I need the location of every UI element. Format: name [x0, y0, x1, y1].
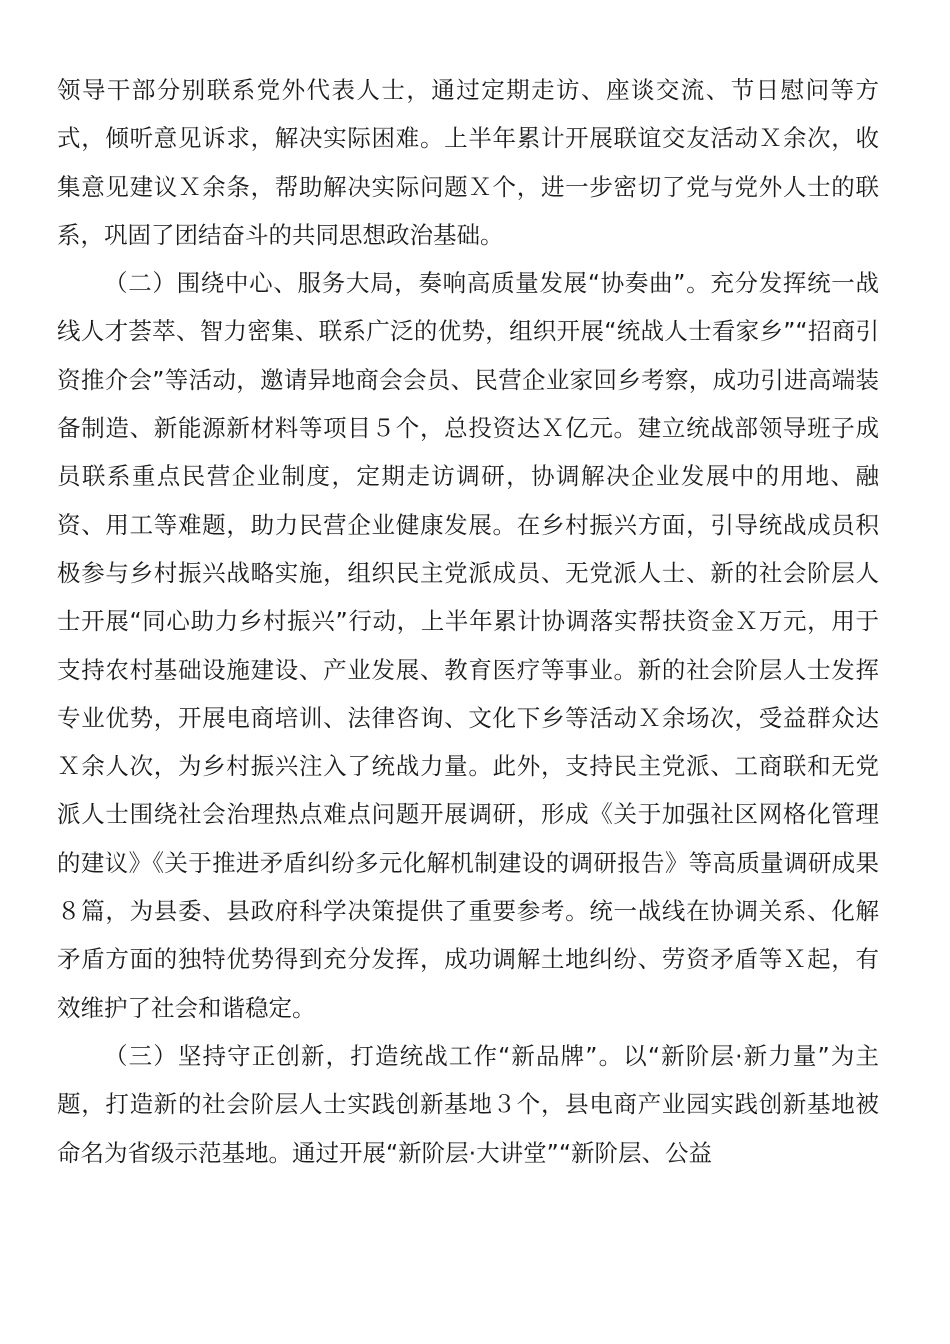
- paragraph-section-three: （三）坚持守正创新，打造统战工作“新品牌”。以“新阶层·新力量”为主题，打造新的社会阶层人士实践创新基地３个，县电商产业园实践创新基地被命名为省级示范基地。通过开展“新阶层·大讲堂”“新阶层、公益: [57, 1041, 879, 1167]
- document-body: [57, 66, 879, 1177]
- paragraph-section-two: （二）围绕中心、服务大局，奏响高质量发展“协奏曲”。充分发挥统一战线人才荟萃、智力密集、联系广泛的优势，组织开展“统战人士看家乡”“招商引资推介会”等活动，邀请异地商会会员、民营企业家回乡考察，成功引进高端装备制造、新能源新材料等项目５个，总投资达Ｘ亿元。建立统战部领导班子成员联系重点民营企业制度，定期走访调研，协调解决企业发展中的用地、融资、用工等难题，助力民营企业健康发展。在乡村振兴方面，引导统战成员积极参与乡村振兴战略实施，组织民主党派成员、无党派人士、新的社会阶层人士开展“同心助力乡村振兴”行动，上半年累计协调落实帮扶资金Ｘ万元，用于支持农村基础设施建设、产业发展、教育医疗等事业。新的社会阶层人士发挥专业优势，开展电商培训、法律咨询、文化下乡等活动Ｘ余场次，受益群众达Ｘ余人次，为乡村振兴注入了统战力量。此外，支持民主党派、工商联和无党派人士围绕社会治理热点难点问题开展调研，形成《关于加强社区网格化管理的建议》《关于推进矛盾纠纷多元化解机制建设的调研报告》等高质量调研成果８篇，为县委、县政府科学决策提供了重要参考。统一战线在协调关系、化解矛盾方面的独特优势得到充分发挥，成功调解土地纠纷、劳资矛盾等Ｘ起，有效维护了社会和谐稳定。: [57, 269, 879, 1022]
- paragraph-continuation: 领导干部分别联系党外代表人士，通过定期走访、座谈交流、节日慰问等方式，倾听意见诉求，解决实际困难。上半年累计开展联谊交友活动Ｘ余次，收集意见建议Ｘ余条，帮助解决实际问题Ｘ个，进一步密切了党与党外人士的联系，巩固了团结奋斗的共同思想政治基础。: [57, 76, 879, 249]
